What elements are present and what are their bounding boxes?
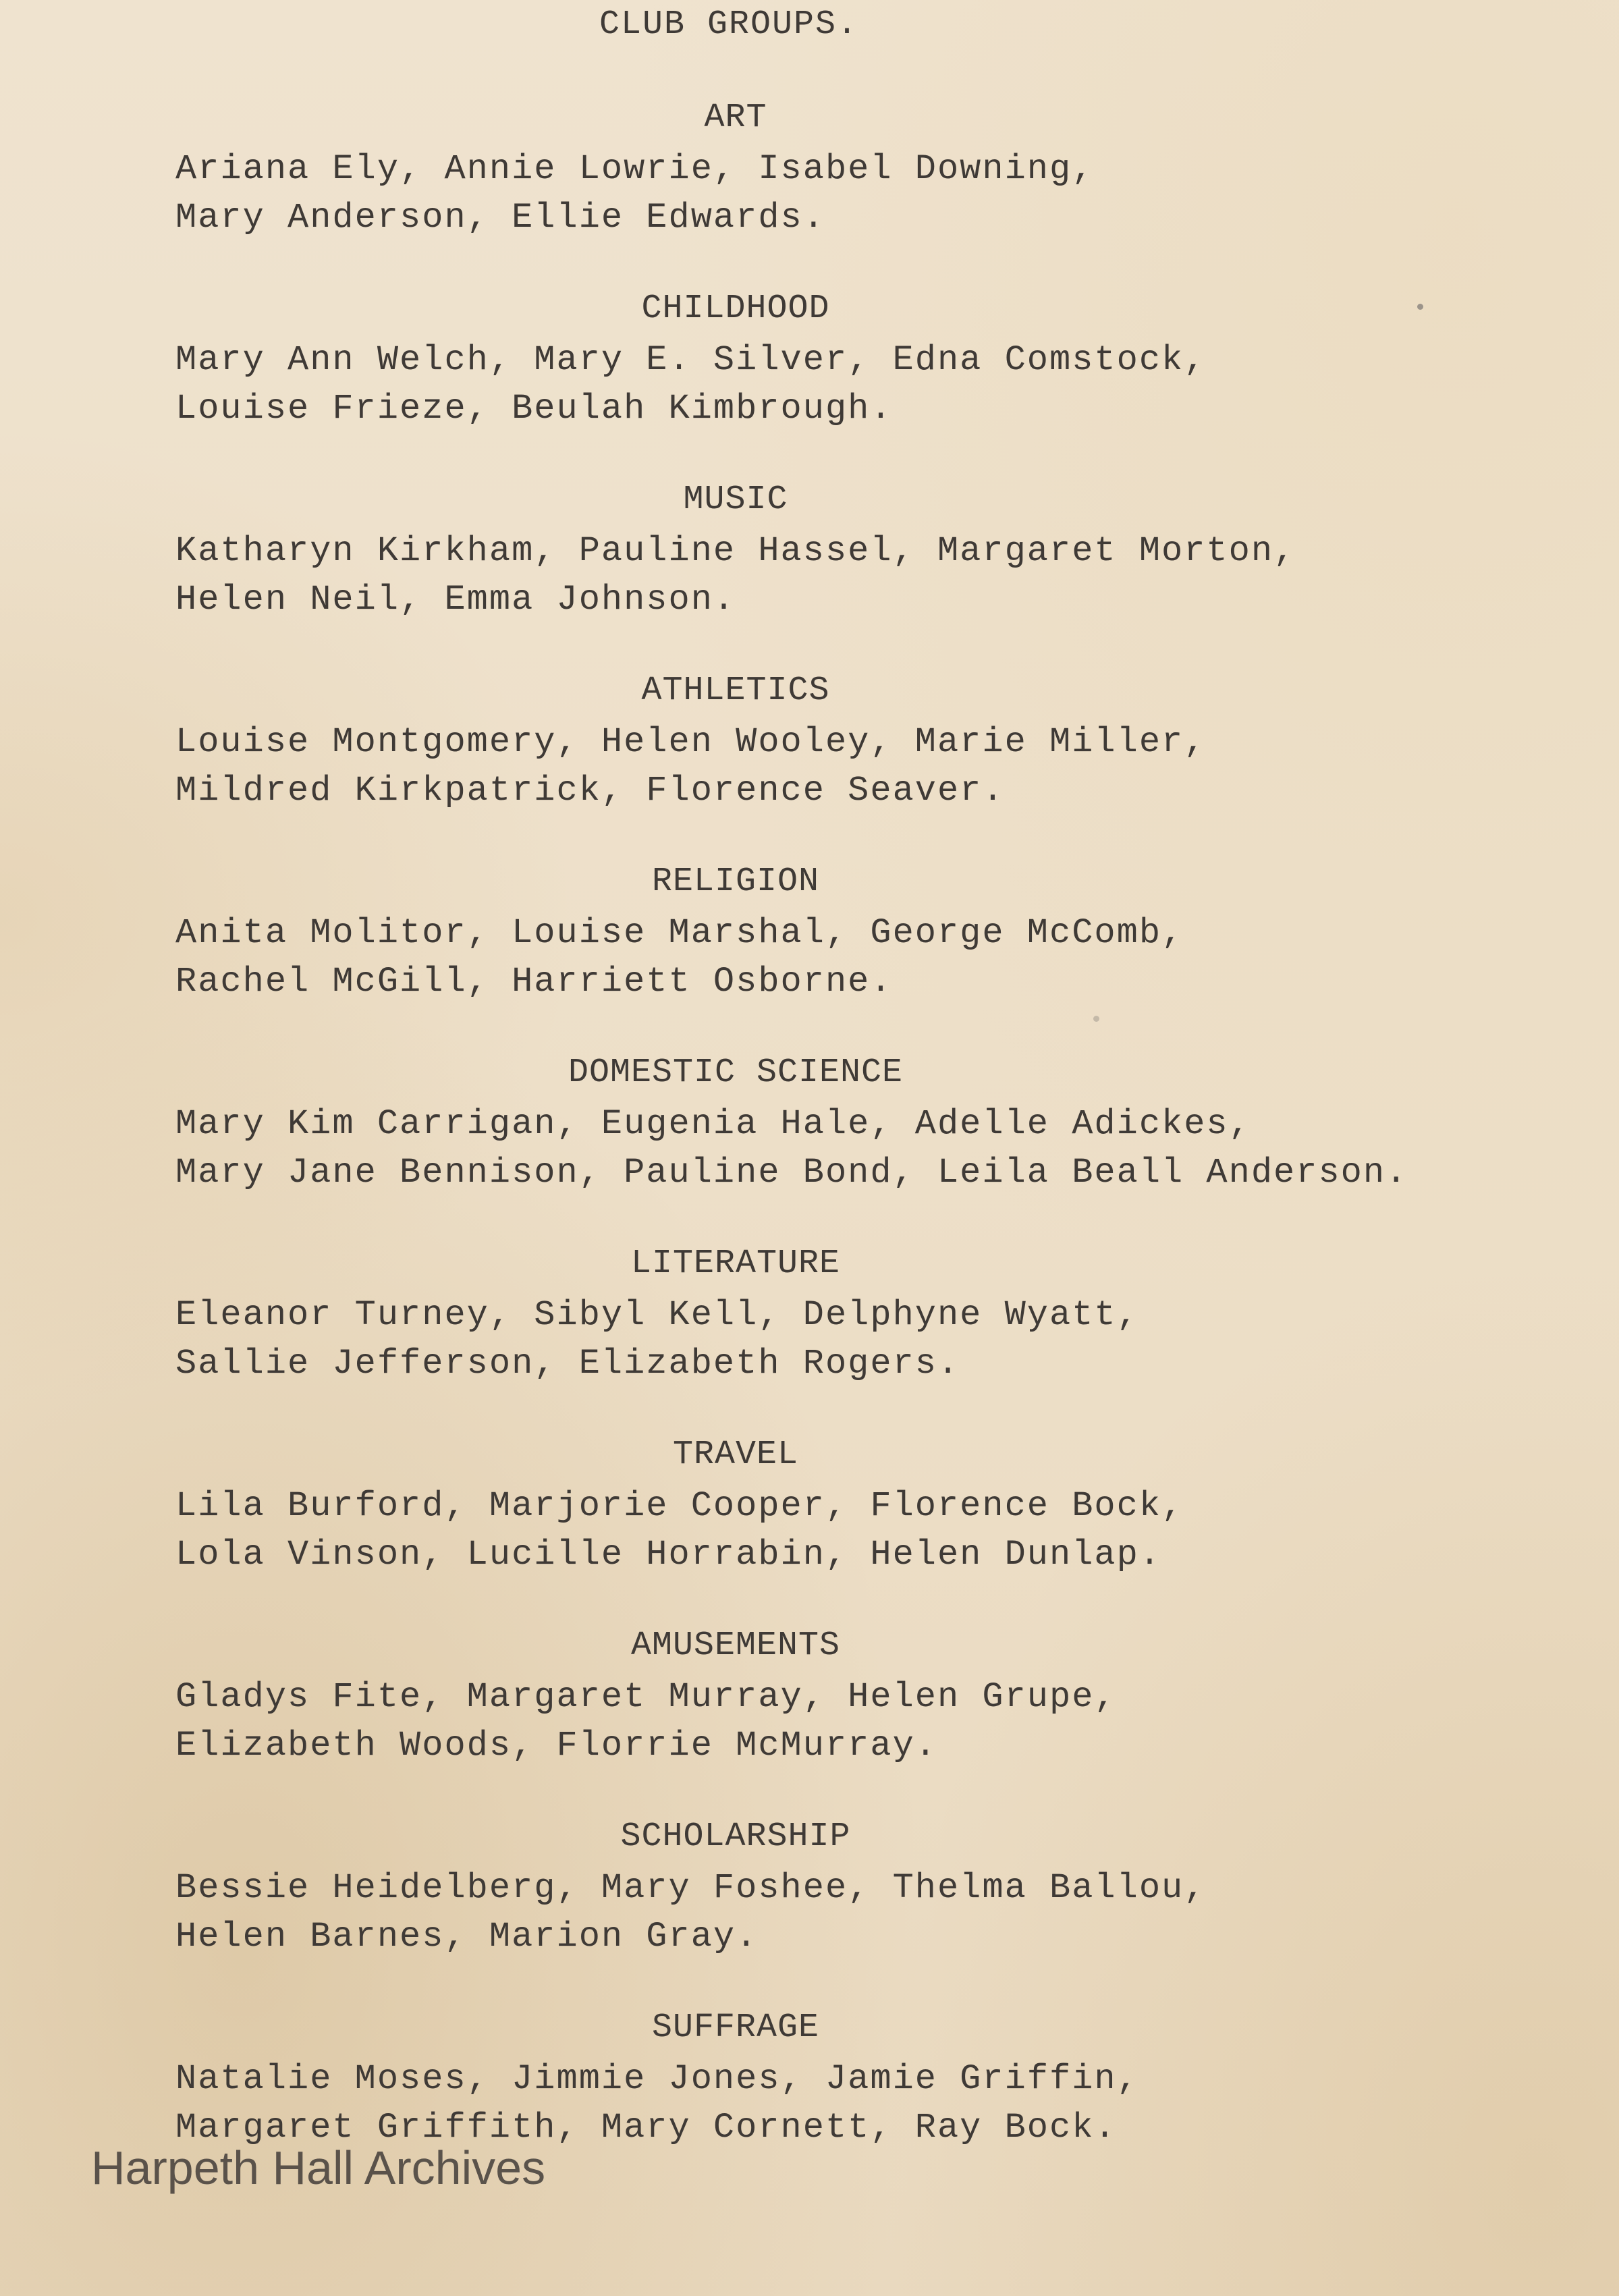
club-group-religion <box>0 862 1619 1006</box>
group-heading: LITERATURE <box>630 1245 841 1283</box>
document-title: CLUB GROUPS. <box>599 5 859 44</box>
member-line: Margaret Griffith, Mary Cornett, Ray Bock. <box>175 2108 1117 2148</box>
club-group-literature <box>0 1244 1619 1388</box>
club-group-music <box>0 480 1619 624</box>
club-group-suffrage <box>0 2008 1619 2152</box>
club-group-childhood <box>0 289 1619 433</box>
group-members <box>175 909 1619 1006</box>
group-members <box>175 1291 1619 1388</box>
club-group-travel <box>0 1435 1619 1579</box>
member-line: Bessie Heidelberg, Mary Foshee, Thelma Ballou, <box>175 1868 1207 1908</box>
member-line: Helen Neil, Emma Johnson. <box>175 580 736 620</box>
group-members <box>175 1673 1619 1770</box>
club-group-scholarship <box>0 1817 1619 1961</box>
member-line: Lila Burford, Marjorie Cooper, Florence Bock, <box>175 1486 1184 1526</box>
member-line: Mildred Kirkpatrick, Florence Seaver. <box>175 771 1005 811</box>
club-group-amusements <box>0 1626 1619 1770</box>
group-members <box>175 1482 1619 1579</box>
member-line: Ariana Ely, Annie Lowrie, Isabel Downing, <box>175 149 1095 189</box>
group-heading: ART <box>704 99 767 137</box>
member-line: Sallie Jefferson, Elizabeth Rogers. <box>175 1344 960 1384</box>
club-group-art <box>0 98 1619 242</box>
group-heading: CHILDHOOD <box>641 290 830 328</box>
group-members <box>175 1864 1619 1961</box>
club-group-domestic-science <box>0 1053 1619 1197</box>
group-heading: DOMESTIC SCIENCE <box>568 1054 904 1092</box>
group-members <box>175 1100 1619 1197</box>
archive-watermark: Harpeth Hall Archives <box>91 2141 546 2194</box>
group-members <box>175 145 1619 242</box>
member-line: Rachel McGill, Harriett Osborne. <box>175 962 893 1002</box>
group-members <box>175 718 1619 815</box>
member-line: Louise Frieze, Beulah Kimbrough. <box>175 389 893 429</box>
paper-speck <box>1417 304 1423 310</box>
group-heading: ATHLETICS <box>641 672 830 710</box>
group-members <box>175 2055 1619 2152</box>
member-line: Lola Vinson, Lucille Horrabin, Helen Dunlap. <box>175 1535 1162 1575</box>
member-line: Mary Jane Bennison, Pauline Bond, Leila Beall Anderson. <box>175 1153 1408 1193</box>
member-line: Mary Ann Welch, Mary E. Silver, Edna Comstock, <box>175 340 1207 380</box>
group-heading: AMUSEMENTS <box>630 1627 841 1665</box>
member-line: Katharyn Kirkham, Pauline Hassel, Margaret Morton, <box>175 531 1296 571</box>
group-members <box>175 336 1619 433</box>
group-heading: MUSIC <box>683 481 788 519</box>
group-heading: SUFFRAGE <box>651 2008 820 2047</box>
club-group-athletics <box>0 671 1619 815</box>
group-heading: RELIGION <box>651 863 820 901</box>
group-heading: SCHOLARSHIP <box>620 1817 851 1856</box>
group-heading: TRAVEL <box>672 1436 799 1474</box>
member-line: Elizabeth Woods, Florrie McMurray. <box>175 1726 937 1766</box>
member-line: Helen Barnes, Marion Gray. <box>175 1917 759 1957</box>
member-line: Eleanor Turney, Sibyl Kell, Delphyne Wyatt, <box>175 1295 1139 1335</box>
member-line: Mary Kim Carrigan, Eugenia Hale, Adelle Adickes, <box>175 1104 1251 1144</box>
group-members <box>175 527 1619 624</box>
paper-speck <box>1093 1016 1099 1022</box>
member-line: Natalie Moses, Jimmie Jones, Jamie Griffin, <box>175 2059 1139 2099</box>
member-line: Gladys Fite, Margaret Murray, Helen Grupe, <box>175 1677 1117 1717</box>
member-line: Louise Montgomery, Helen Wooley, Marie Miller, <box>175 722 1207 762</box>
member-line: Mary Anderson, Ellie Edwards. <box>175 198 825 238</box>
member-line: Anita Molitor, Louise Marshal, George McComb, <box>175 913 1184 953</box>
